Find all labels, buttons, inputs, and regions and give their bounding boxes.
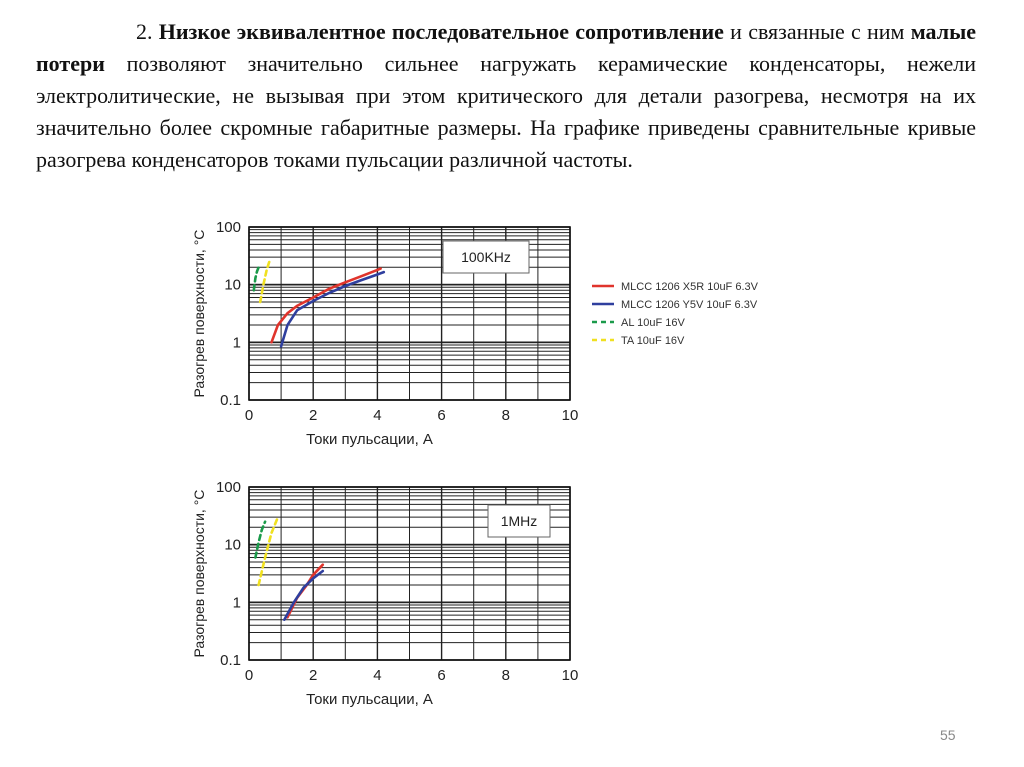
x-tick-label: 2 — [309, 667, 318, 684]
x-tick-label: 0 — [244, 407, 254, 424]
x-tick-label: 8 — [501, 667, 510, 684]
y-tick-label: 1 — [232, 594, 241, 612]
x-tick-label: 4 — [373, 407, 382, 424]
x-tick-label: 0 — [244, 667, 254, 684]
y-axis-label: Разогрев поверхности, °C — [191, 489, 207, 658]
x-tick-label: 6 — [437, 667, 446, 684]
legend-label: MLCC 1206 Y5V 10uF 6.3V — [621, 299, 758, 311]
x-tick-label: 6 — [437, 407, 446, 424]
chart-1mhz — [191, 479, 578, 708]
chart-title: 1MHz — [500, 513, 538, 529]
paragraph-number: 2. — [136, 19, 159, 44]
y-tick-label: 10 — [224, 536, 241, 554]
x-tick-label: 10 — [561, 667, 579, 684]
legend-label: AL 10uF 16V — [621, 317, 685, 329]
x-tick-label: 2 — [309, 407, 318, 424]
paragraph-text-1: и связанные с ним — [723, 19, 911, 44]
x-axis-label: Токи пульсации, А — [306, 691, 433, 708]
y-tick-label: 10 — [224, 276, 241, 294]
chart-100khz — [191, 219, 759, 448]
chart-title: 100KHz — [461, 249, 511, 265]
y-axis-label: Разогрев поверхности, °C — [191, 229, 207, 398]
y-tick-label: 0.1 — [220, 652, 241, 669]
x-tick-label: 8 — [501, 407, 510, 424]
x-tick-label: 10 — [561, 407, 579, 424]
legend-label: TA 10uF 16V — [621, 335, 685, 347]
legend — [592, 281, 759, 347]
paragraph-text-2: позволяют значительно сильнее нагружать керамические конденсаторы, нежели электролитические, не вызывая при этом критического для детали разогрева, несмотря на их значительно более скромные габаритные размеры. На графике приведены сравнительные кривые разогрева конденсаторов токами пульсации различной частоты. — [36, 51, 976, 172]
x-axis-label: Токи пульсации, А — [306, 431, 433, 448]
paragraph-bold-losses: малые потери — [36, 19, 977, 76]
x-tick-label: 4 — [373, 667, 382, 684]
page-number: 55 — [940, 727, 956, 743]
y-tick-label: 100 — [215, 479, 241, 496]
y-tick-label: 100 — [215, 219, 241, 236]
paragraph-bold-esr: Низкое эквивалентное последовательное сопротивление — [158, 19, 724, 44]
y-tick-label: 1 — [232, 334, 241, 352]
y-tick-label: 0.1 — [220, 392, 241, 409]
legend-label: MLCC 1206 X5R 10uF 6.3V — [621, 281, 758, 293]
